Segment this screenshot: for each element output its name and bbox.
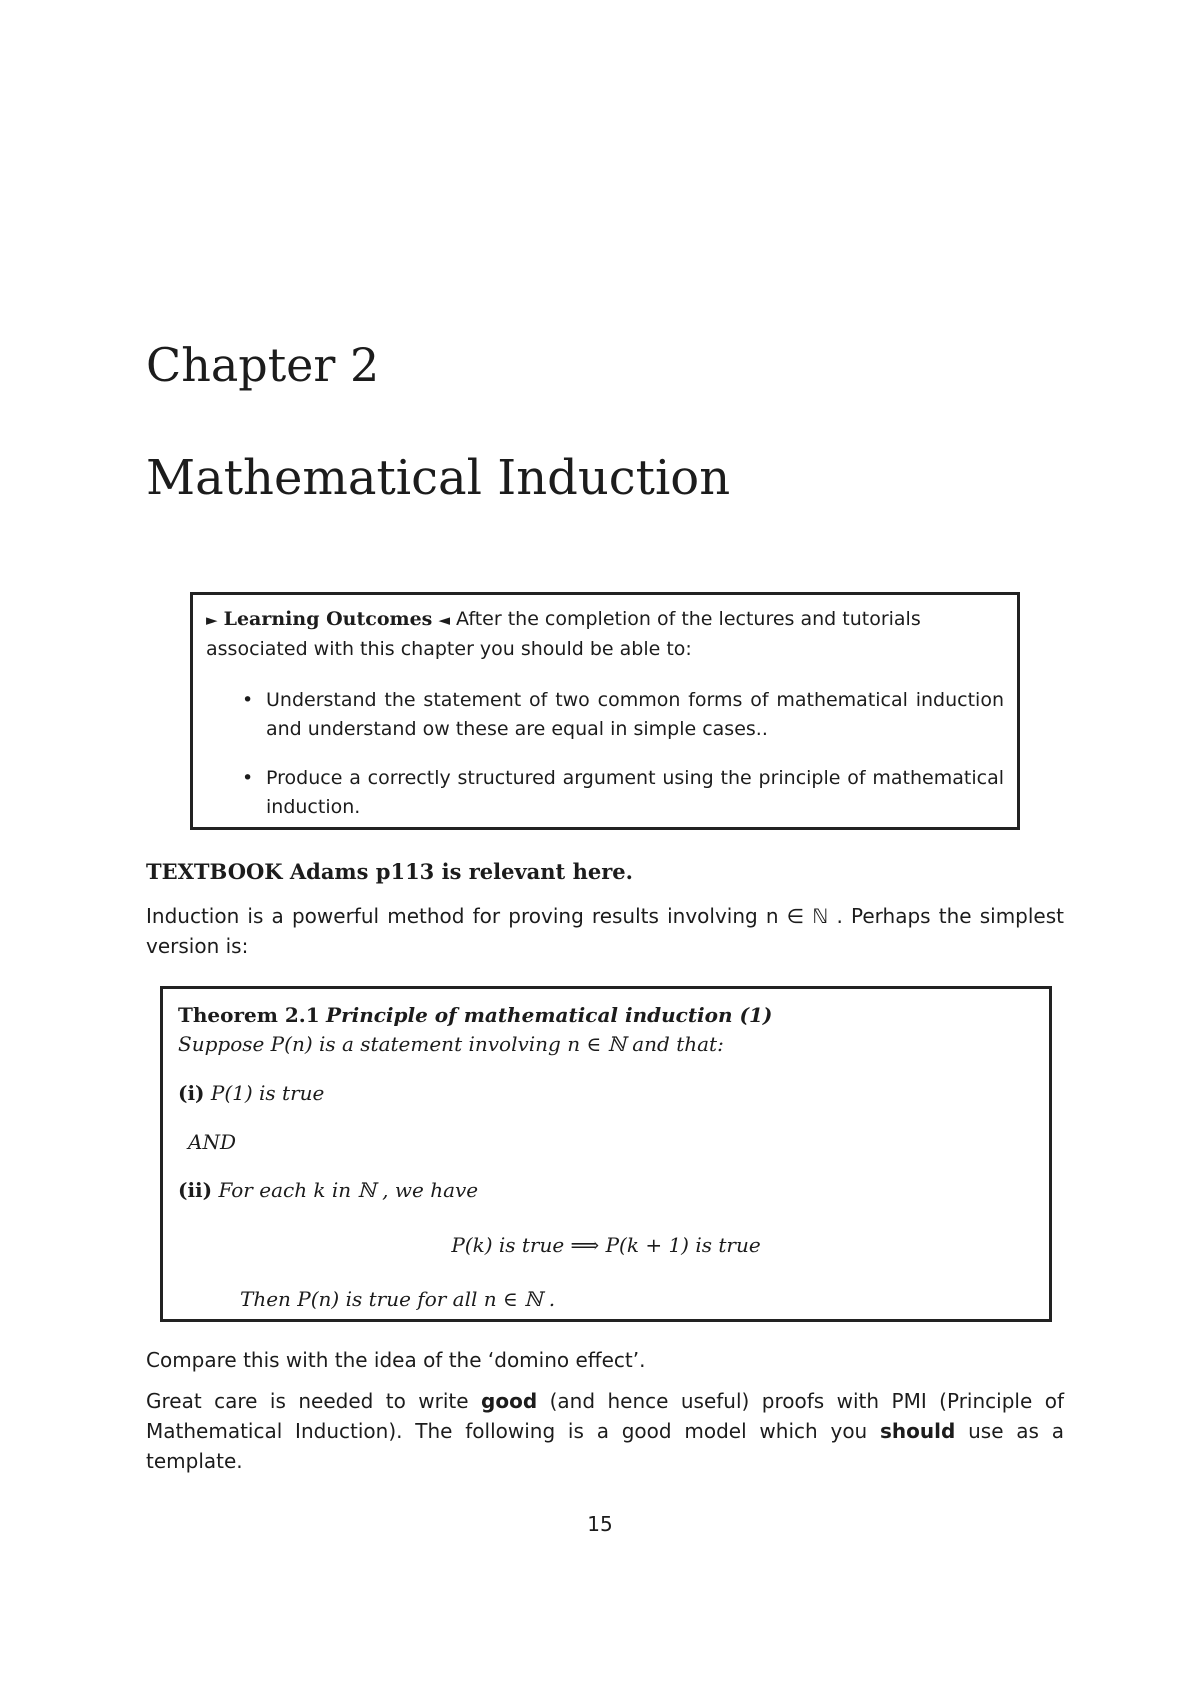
conjunction-and: AND: [188, 1130, 236, 1154]
theorem-conclusion: Then P(n) is true for all n ∈ ℕ .: [240, 1287, 556, 1311]
theorem-number: Theorem 2.1: [178, 1003, 320, 1027]
right-triangle-icon: ►: [206, 611, 218, 629]
page-number: 15: [587, 1512, 613, 1536]
list-item: [206, 686, 1004, 744]
list-item: [206, 764, 1004, 822]
bullet-icon: •: [242, 689, 254, 711]
intro-line-1: After the completion of the lectures and tutorials: [456, 608, 921, 630]
intro-paragraph: Induction is a powerful method for proving results involving n ∈ ℕ . Perhaps the simplest version is:: [146, 904, 1064, 958]
chapter-label: Chapter 2: [146, 338, 380, 392]
learning-outcomes-box: [190, 592, 1020, 830]
condition-i: [178, 1079, 324, 1108]
condition-i-text: P(1) is true: [210, 1081, 325, 1105]
chapter-title: Mathematical Induction: [146, 450, 731, 506]
condition-ii-text: For each k in ℕ , we have: [218, 1178, 479, 1202]
condition-i-label: (i): [178, 1081, 205, 1105]
care-text-middle: (and hence useful) proofs with PMI (Principle of Mathematical Induction). The following is a good model which you: [146, 1389, 1064, 1443]
bullet-icon: •: [242, 767, 254, 789]
outcome-text: Produce a correctly structured argument using the principle of mathematical induction.: [266, 767, 1004, 818]
theorem-supposition: Suppose P(n) is a statement involving n ∈ ℕ and that:: [178, 1032, 724, 1056]
condition-ii-label: (ii): [178, 1178, 213, 1202]
learning-outcomes-intro: [206, 605, 1004, 664]
outcome-text: Understand the statement of two common forms of mathematical induction and understand ow these are equal in simple cases..: [266, 689, 1004, 740]
outcomes-list: [206, 686, 1004, 822]
care-paragraph: [146, 1386, 1064, 1476]
theorem-name: Principle of mathematical induction (1): [326, 1003, 773, 1027]
theorem-heading: [178, 1001, 1036, 1030]
learning-outcomes-heading: Learning Outcomes: [223, 608, 433, 630]
intro-line-2: associated with this chapter you should be able to:: [206, 638, 692, 660]
left-triangle-icon: ◄: [438, 611, 450, 629]
care-text-suffix: use as a template.: [146, 1419, 1064, 1473]
textbook-note: TEXTBOOK Adams p113 is relevant here.: [146, 859, 633, 884]
emphasis-good: good: [481, 1389, 538, 1413]
care-text-prefix: Great care is needed to write: [146, 1389, 482, 1413]
domino-paragraph: Compare this with the idea of the ‘domino effect’.: [146, 1348, 646, 1372]
implication-formula: P(k) is true ⟹ P(k + 1) is true: [451, 1233, 761, 1257]
theorem-box: [160, 986, 1052, 1322]
condition-ii: [178, 1176, 478, 1205]
emphasis-should: should: [880, 1419, 956, 1443]
